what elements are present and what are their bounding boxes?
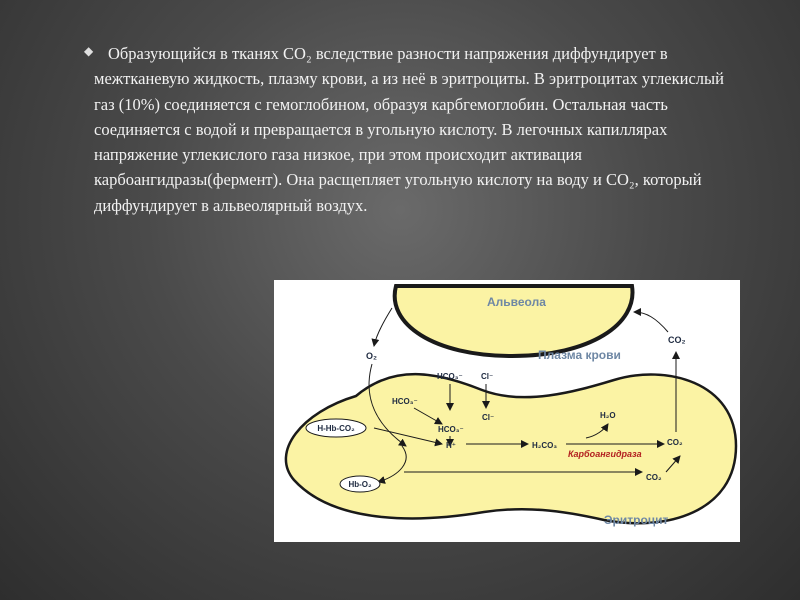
hhbco2-label: H-Hb-CO₂ [317,424,355,433]
co2-bottom-label: CO₂ [646,473,662,482]
hco3-inner-label: HCO₃⁻ [438,425,464,434]
h2co3-label: H₂CO₃ [532,441,558,450]
cl-cell-label: Cl⁻ [482,413,495,422]
h-plus-label: H⁺ [446,441,456,450]
co2-right-label: CO₂ [667,438,683,447]
co2-transport-diagram [274,280,740,542]
body-paragraph: Образующийся в тканях CO₂ вследствие разности напряжения диффундирует в межтканевую жидкость, плазму крови, а из неё в эритроциты. В эритроцитах углекислый газ (10%) соединяется с гемоглобином, образуя карбгемоглобин. Остальная часть соединяется с водой и превращается в угольную кислоту. В легочных капиллярах напряжение углекислого газа низкое, при этом происходит активация карбоангидразы(фермент). Она расщепляет угольную кислоту на воду и CO₂, который диффундирует в альвеолярный воздух. [94,44,724,215]
arrow-co2-into-alveola [634,312,668,332]
enzyme-label: Карбоангидраза [568,449,642,459]
erythrocyte-shape [286,374,736,523]
diagram-canvas [274,280,740,542]
arrow-o2-from-alveola [374,308,392,346]
plasma-label: Плазма крови [538,348,621,362]
o2-label: O₂ [366,351,377,361]
hco3-plasma-label: HCO₃⁻ [437,372,463,381]
bullet-icon: ◆ [84,44,94,58]
hbo2-label: Hb-O₂ [348,480,372,489]
erythrocyte-label: Эритроцит [604,513,669,527]
cl-plasma-label: Cl⁻ [481,372,494,381]
alveola-label: Альвеола [487,295,546,309]
hco3-cell-label: HCO₃⁻ [392,397,418,406]
h2o-label: H₂O [600,411,616,420]
co2-top-label: CO₂ [668,335,686,345]
